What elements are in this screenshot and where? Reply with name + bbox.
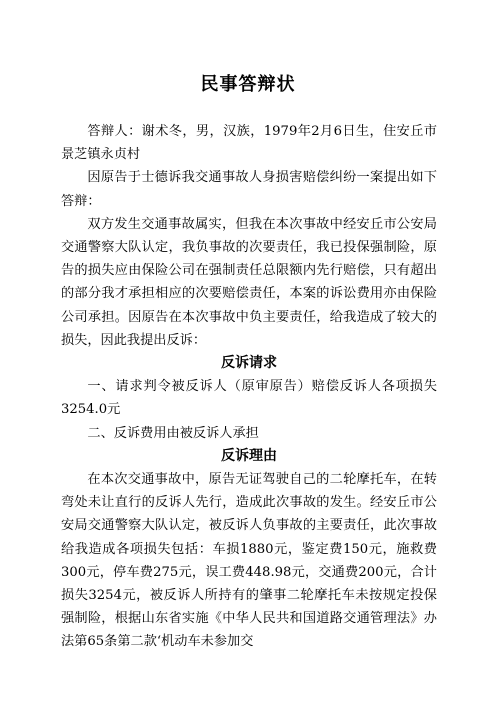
paragraph-facts: 双方发生交通事故属实，但我在本次事故中经安丘市公安局交通警察大队认定，我负事故的次要责任，我已投保强制险，原告的损失应由保险公司在强制责任总限额内先行赔偿，只有超出的部分我才承担相应的次要赔偿责任，本案的诉讼费用亦由保险公司承担。因原告在本次事故中负主要责任，给我造成了较大的损失，因此我提出反诉： (61, 216, 437, 348)
paragraph-intro: 因原告于士德诉我交通事故人身损害赔偿纠纷一案提出如下答辩： (61, 170, 437, 209)
document-title: 民事答辩状 (200, 74, 296, 95)
paragraph-reasons: 在本次交通事故中，原告无证驾驶自己的二轮摩托车，在转弯处未让直行的反诉人先行，造成此次事故的发生。经安丘市公安局交通警察大队认定，被反诉人负事故的主要责任，此次事故给我造成各项损失包括：车损1880元，鉴定费150元，施救费300元，停车费275元，误工费448.98元，交通费200元，合计损失3254元，被反诉人所持有的肇事二轮摩托车未按规定投保强制险，根据山东省实施《中华人民共和国道路交通管理法》办法第65条第二款‘机动车未参加交 (61, 472, 437, 650)
heading-counterclaim-requests: 反诉请求 (221, 355, 277, 372)
paragraph-request-1: 一、请求判令被反诉人（原审原告）赔偿反诉人各项损失3254.0元 (61, 379, 437, 418)
heading-counterclaim-reasons: 反诉理由 (221, 447, 277, 464)
paragraph-request-2: 二、反诉费用由被反诉人承担 (87, 425, 259, 441)
paragraph-respondent-info: 答辩人：谢术冬，男，汉族，1979年2月6日生，住安丘市景芝镇永贞村 (61, 124, 437, 163)
document-body (61, 120, 437, 654)
